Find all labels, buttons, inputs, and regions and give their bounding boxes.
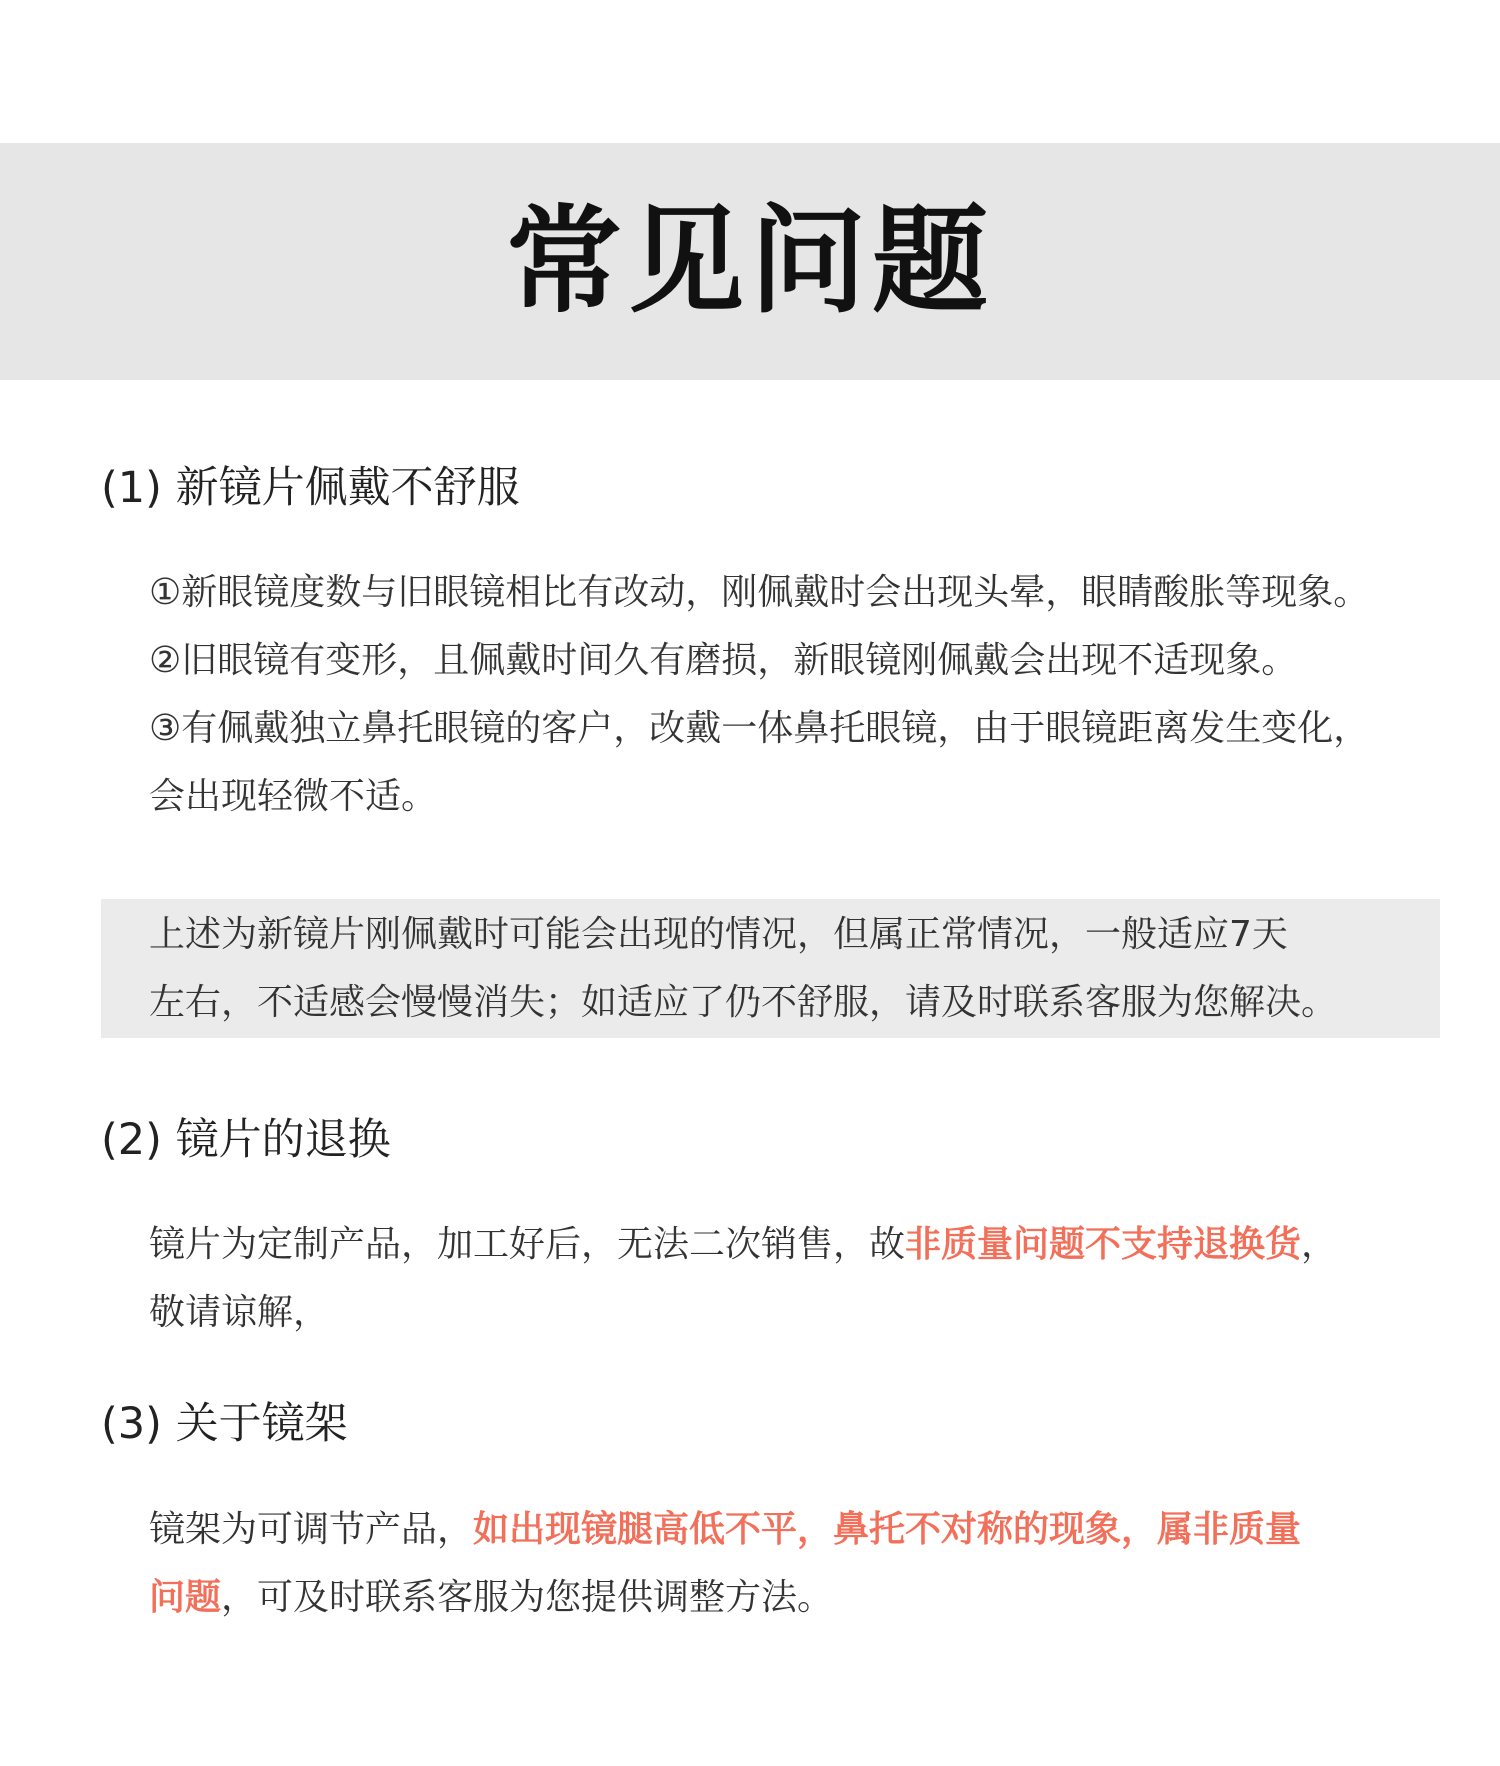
- section-2-line-2: 敬请谅解，: [149, 1292, 330, 1333]
- section-3-line-2: [149, 1564, 833, 1632]
- section-2-line-1: [149, 1211, 1337, 1279]
- section-1-line-3: ③有佩戴独立鼻托眼镜的客户，改戴一体鼻托眼镜，由于眼镜距离发生变化，: [149, 708, 1370, 749]
- section-heading-2: (2) 镜片的退换: [101, 1115, 391, 1165]
- section-2-text: 镜片为定制产品，加工好后，无法二次销售，故: [149, 1224, 906, 1265]
- section-3-highlight-2: 问题: [149, 1577, 222, 1618]
- section-3-text: 镜架为可调节产品，: [149, 1509, 474, 1550]
- section-2-highlight: 非质量问题不支持退换货: [905, 1224, 1302, 1265]
- section-1-line-2: ②旧眼镜有变形，且佩戴时间久有磨损，新眼镜刚佩戴会出现不适现象。: [149, 640, 1298, 681]
- title-banner: [0, 143, 1500, 380]
- section-heading-1: (1) 新镜片佩戴不舒服: [101, 463, 520, 513]
- section-3-highlight-1: 如出现镜腿高低不平，鼻托不对称的现象，属非质量: [473, 1509, 1302, 1550]
- section-1-line-1: ①新眼镜度数与旧眼镜相比有改动，刚佩戴时会出现头晕，眼睛酸胀等现象。: [149, 572, 1370, 613]
- page-title: 常见问题: [506, 194, 994, 329]
- note-box: [101, 899, 1440, 1038]
- section-heading-3: (3) 关于镜架: [101, 1399, 348, 1449]
- section-3-text-2: ，可及时联系客服为您提供调整方法。: [221, 1577, 834, 1618]
- section-3-line-1: [149, 1496, 1301, 1564]
- note-line-2: 左右，不适感会慢慢消失；如适应了仍不舒服，请及时联系客服为您解决。: [149, 982, 1338, 1023]
- section-1-line-4: 会出现轻微不适。: [149, 776, 438, 817]
- section-2-comma: ，: [1301, 1224, 1338, 1265]
- note-line-1: 上述为新镜片刚佩戴时可能会出现的情况，但属正常情况，一般适应7天: [149, 914, 1288, 955]
